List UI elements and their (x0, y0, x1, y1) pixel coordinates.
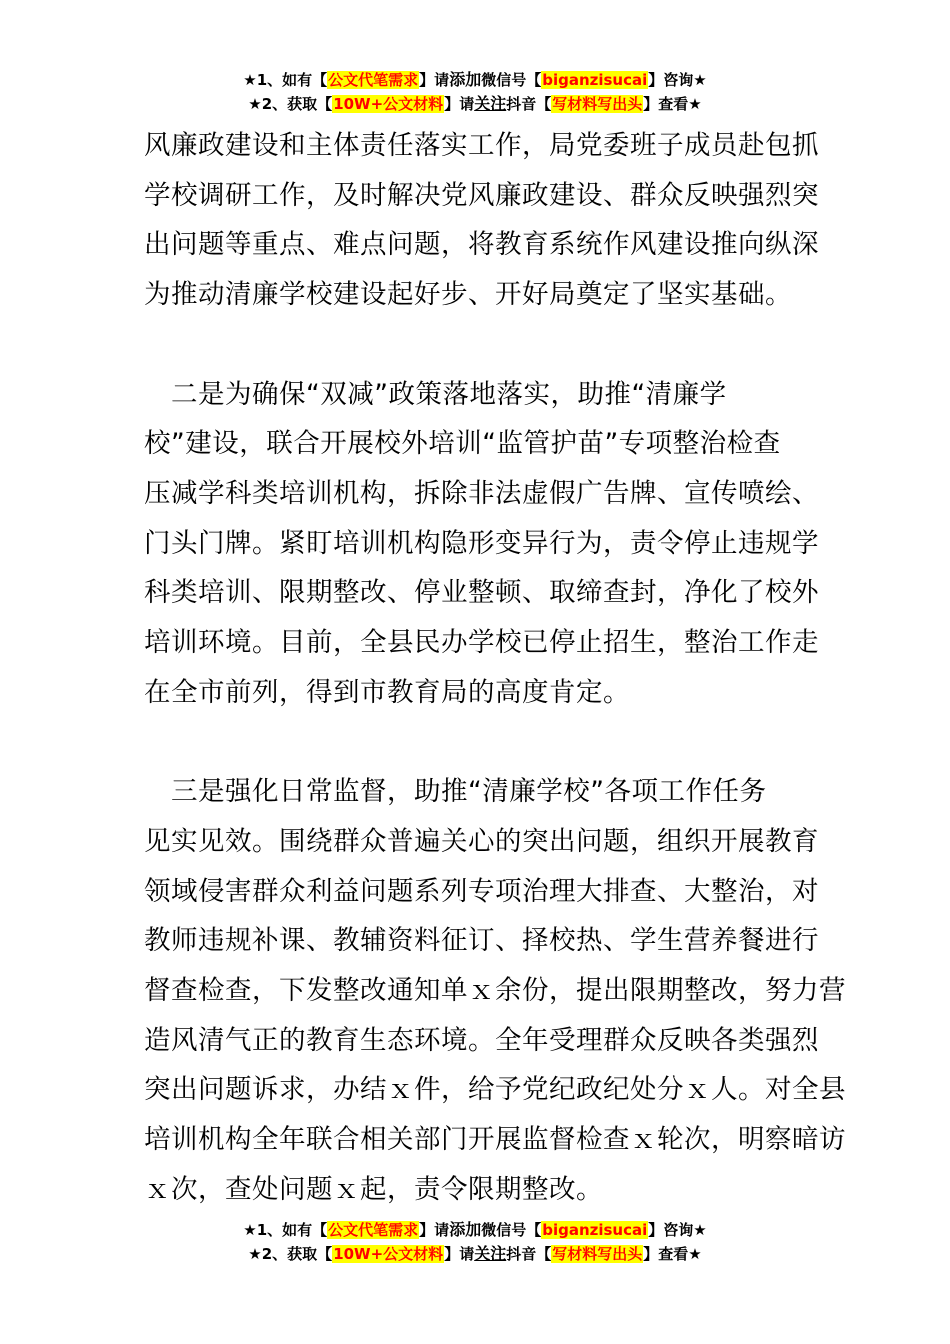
banner-text: 】请 (419, 1221, 450, 1239)
banner-emphasis: 关注 (474, 1244, 507, 1263)
paragraph-2 (144, 370, 819, 718)
banner-emphasis: 添加 (449, 1220, 482, 1239)
paragraph-gap (144, 717, 809, 767)
banner-text: 】查看★ (643, 1245, 702, 1263)
banner-text: ★1、如有【 (243, 1221, 328, 1239)
text-line: 二是为确保“双减”政策落地落实，助推“清廉学 (144, 378, 727, 410)
highlight-materials: 10W+公文材料 (333, 95, 444, 113)
text-line: 压减学科类培训机构，拆除非法虚假广告牌、宣传喷绘、 (144, 477, 819, 509)
document-body (144, 121, 846, 1214)
banner-line-1 (0, 1218, 950, 1242)
text-line: 督查检查，下发整改通知单ｘ余份，提出限期整改，努力营 (144, 974, 846, 1006)
paragraph-3 (144, 767, 846, 1214)
text-line: 在全市前列，得到市教育局的高度肯定。 (144, 676, 630, 708)
banner-text: ★1、如有【 (243, 71, 328, 89)
banner-text: 】查看★ (643, 95, 702, 113)
banner-emphasis: 添加 (449, 70, 482, 89)
text-line: 为推动清廉学校建设起好步、开好局奠定了坚实基础。 (144, 279, 792, 311)
text-line: 领域侵害群众利益问题系列专项治理大排查、大整治，对 (144, 875, 819, 907)
text-line: 突出问题诉求，办结ｘ件，给予党纪政纪处分ｘ人。对全县 (144, 1074, 846, 1106)
banner-text: 】咨询★ (648, 71, 707, 89)
text-line: ｘ次，查处问题ｘ起，责令限期整改。 (144, 1173, 603, 1205)
highlight-douyin: 写材料写出头 (552, 95, 643, 113)
footer-banner (0, 1218, 950, 1266)
text-line: 校”建设，联合开展校外培训“监管护苗”专项整治检查 (144, 428, 781, 460)
banner-line-2 (0, 92, 950, 116)
text-line: 风廉政建设和主体责任落实工作，局党委班子成员赴包抓 (144, 130, 819, 161)
highlight-douyin: 写材料写出头 (552, 1245, 643, 1263)
text-line: 学校调研工作，及时解决党风廉政建设、群众反映强烈突 (144, 179, 819, 211)
banner-text: 】请 (444, 95, 475, 113)
highlight-wechat-id: biganzisucai (542, 1221, 648, 1239)
banner-line-1 (0, 68, 950, 92)
banner-text: 抖音【 (506, 1245, 552, 1263)
banner-text: 】请 (419, 71, 450, 89)
text-line: 科类培训、限期整改、停业整顿、取缔查封，净化了校外 (144, 577, 819, 609)
highlight-service: 公文代笔需求 (328, 1221, 419, 1239)
banner-text: 】请 (444, 1245, 475, 1263)
text-line: 造风清气正的教育生态环境。全年受理群众反映各类强烈 (144, 1024, 819, 1056)
banner-text: 微信号【 (481, 1221, 542, 1239)
highlight-materials: 10W+公文材料 (333, 1245, 444, 1263)
text-line: 出问题等重点、难点问题，将教育系统作风建设推向纵深 (144, 229, 819, 261)
text-line: 培训机构全年联合相关部门开展监督检查ｘ轮次，明察暗访 (144, 1124, 846, 1156)
paragraph-gap (144, 320, 809, 370)
banner-text: 抖音【 (506, 95, 552, 113)
banner-text: 】咨询★ (648, 1221, 707, 1239)
header-banner (0, 68, 950, 116)
banner-emphasis: 关注 (474, 94, 507, 113)
text-line: 见实见效。围绕群众普遍关心的突出问题，组织开展教育 (144, 825, 819, 857)
banner-text: ★2、获取【 (248, 1245, 333, 1263)
text-line: 教师违规补课、教辅资料征订、择校热、学生营养餐进行 (144, 925, 819, 957)
banner-text: ★2、获取【 (248, 95, 333, 113)
text-line: 培训环境。目前，全县民办学校已停止招生，整治工作走 (144, 627, 819, 659)
banner-text: 微信号【 (481, 71, 542, 89)
highlight-service: 公文代笔需求 (328, 71, 419, 89)
text-line: 三是强化日常监督，助推“清廉学校”各项工作任务 (144, 776, 767, 808)
highlight-wechat-id: biganzisucai (542, 71, 648, 89)
paragraph-1 (144, 121, 819, 320)
banner-line-2 (0, 1242, 950, 1266)
text-line: 门头门牌。紧盯培训机构隐形变异行为，责令停止违规学 (144, 527, 819, 559)
